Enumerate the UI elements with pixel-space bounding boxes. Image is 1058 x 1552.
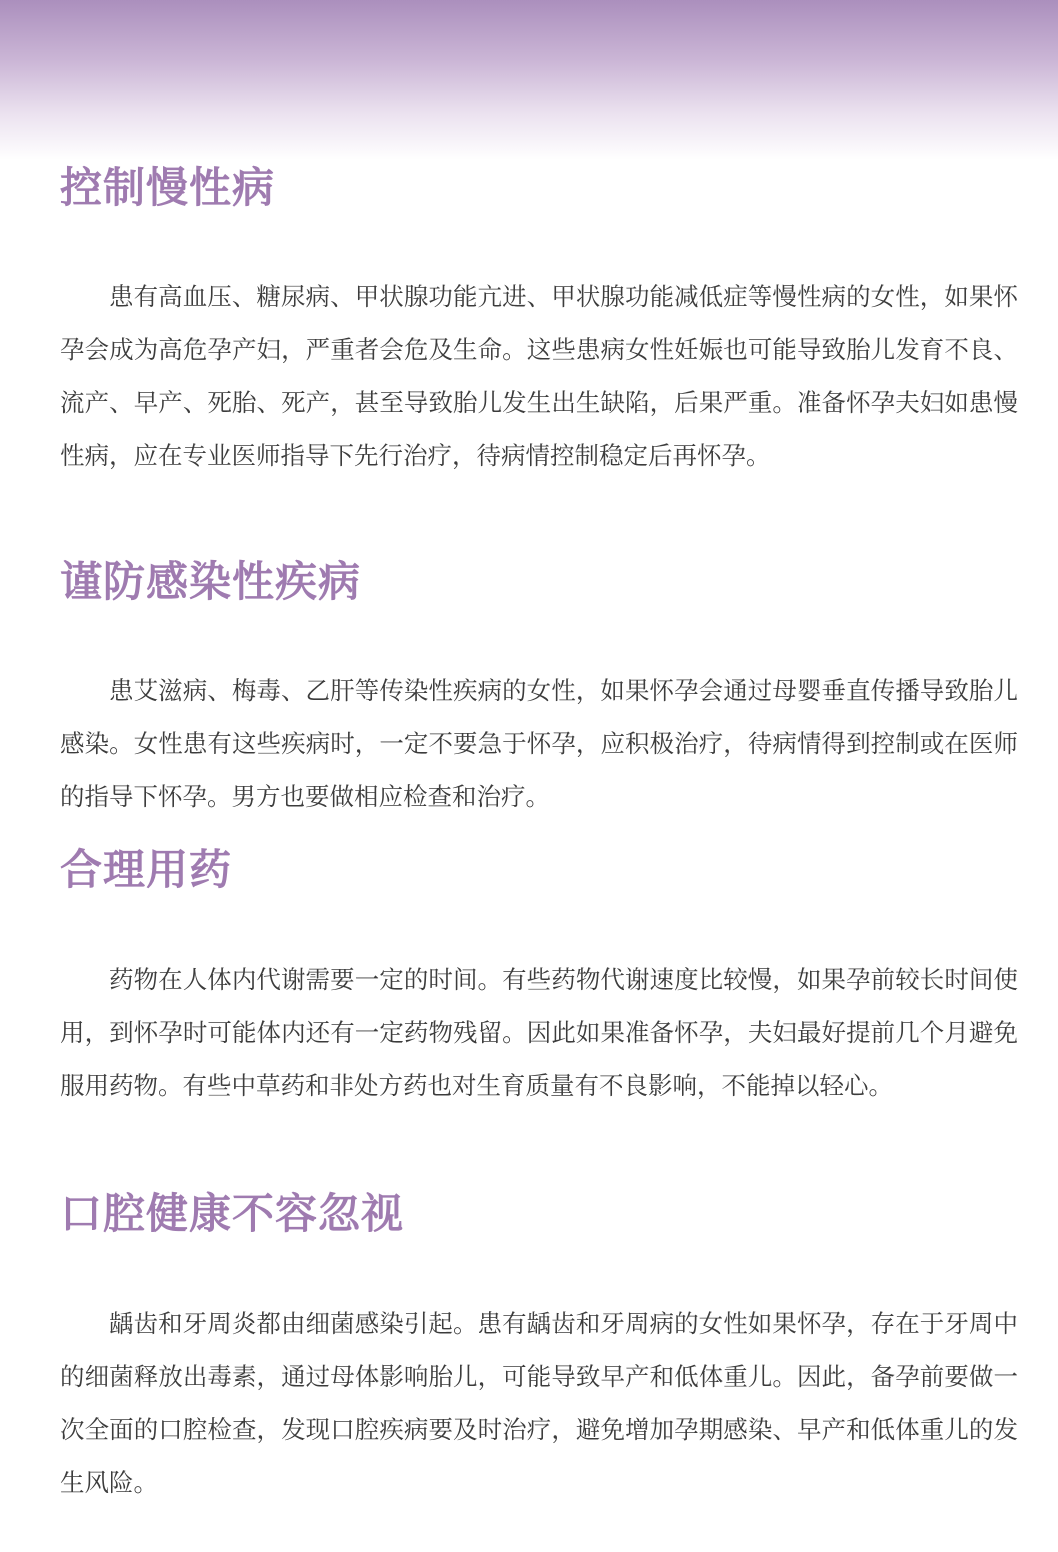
section-chronic-disease xyxy=(60,163,1018,482)
section-title: 控制慢性病 xyxy=(60,163,276,212)
section-title: 谨防感染性疾病 xyxy=(60,557,362,606)
section-oral-health xyxy=(60,1189,1018,1509)
section-title: 合理用药 xyxy=(60,845,233,894)
section-paragraph: 龋齿和牙周炎都由细菌感染引起。患有龋齿和牙周病的女性如果怀孕，存在于牙周中的细菌释放出毒素，通过母体影响胎儿，可能导致早产和低体重儿。因此，备孕前要做一次全面的口腔检查，发现口腔疾病要及时治疗，避免增加孕期感染、早产和低体重儿的发生风险。 xyxy=(60,1309,1018,1497)
section-medication xyxy=(60,845,1018,1112)
section-paragraph: 患艾滋病、梅毒、乙肝等传染性疾病的女性，如果怀孕会通过母婴垂直传播导致胎儿感染。女性患有这些疾病时，一定不要急于怀孕，应积极治疗，待病情得到控制或在医师的指导下怀孕。男方也要做相应检查和治疗。 xyxy=(60,676,1018,811)
section-title: 口腔健康不容忽视 xyxy=(60,1189,405,1238)
section-paragraph: 药物在人体内代谢需要一定的时间。有些药物代谢速度比较慢，如果孕前较长时间使用，到怀孕时可能体内还有一定药物残留。因此如果准备怀孕，夫妇最好提前几个月避免服用药物。有些中草药和非处方药也对生育质量有不良影响，不能掉以轻心。 xyxy=(60,965,1018,1100)
section-paragraph: 患有高血压、糖尿病、甲状腺功能亢进、甲状腺功能减低症等慢性病的女性，如果怀孕会成为高危孕产妇，严重者会危及生命。这些患病女性妊娠也可能导致胎儿发育不良、流产、早产、死胎、死产，甚至导致胎儿发生出生缺陷，后果严重。准备怀孕夫妇如患慢性病，应在专业医师指导下先行治疗，待病情控制稳定后再怀孕。 xyxy=(60,282,1018,470)
section-infectious-disease xyxy=(60,557,1018,823)
